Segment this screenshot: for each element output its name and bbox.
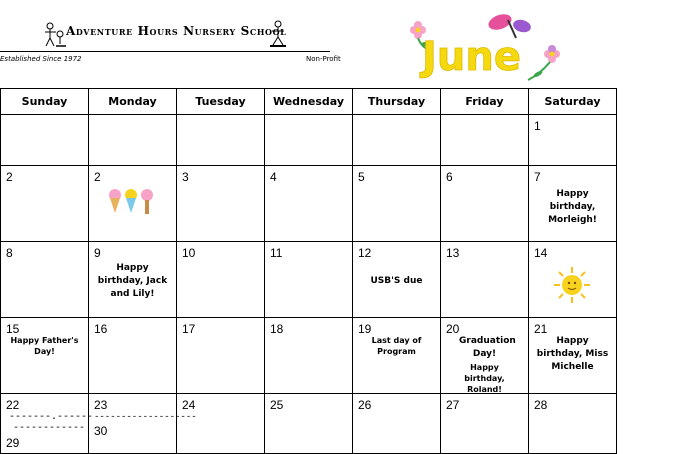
dash-line: ------------ (13, 423, 86, 434)
day-cell (1, 166, 89, 242)
day-cell (353, 394, 441, 454)
week-row (1, 394, 617, 454)
week-row (1, 318, 617, 394)
empty-day-cell (89, 115, 177, 166)
day-cell (265, 318, 353, 394)
ice-cream-icon (105, 186, 157, 216)
event-note: Happy birthday, Morleigh! (548, 189, 597, 225)
day-cell (89, 166, 177, 242)
day-cell (177, 242, 265, 318)
day-cell (89, 318, 177, 394)
day-number: 16 (94, 322, 108, 336)
weekday-header: Wednesday (265, 89, 353, 115)
children-logo-right-icon (266, 18, 290, 48)
day-number: 4 (270, 170, 277, 184)
day-number: 1 (534, 119, 541, 133)
weekday-header: Monday (89, 89, 177, 115)
month-title: June (422, 34, 521, 80)
day-cell (529, 318, 617, 394)
weekday-header: Tuesday (177, 89, 265, 115)
day-number: 29 (6, 436, 20, 450)
day-number: 20 (446, 322, 460, 336)
week-row (1, 242, 617, 318)
event-note: Happy birthday, Roland! (464, 363, 505, 394)
sun-icon (553, 266, 591, 304)
dash-line: -------.------ (9, 412, 94, 423)
day-cell (265, 166, 353, 242)
day-number: 24 (182, 398, 196, 412)
empty-day-cell (441, 115, 529, 166)
day-cell (177, 166, 265, 242)
day-number: 27 (446, 398, 460, 412)
day-number: 5 (358, 170, 365, 184)
day-number: 12 (358, 246, 372, 260)
weekday-header: Sunday (1, 89, 89, 115)
day-number: 26 (358, 398, 372, 412)
day-cell (265, 394, 353, 454)
day-cell (529, 242, 617, 318)
event-note: Happy birthday, Miss Michelle (536, 336, 609, 372)
day-number: 18 (270, 322, 284, 336)
day-cell (441, 166, 529, 242)
day-cell (89, 242, 177, 318)
day-cell (1, 318, 89, 394)
day-cell (177, 318, 265, 394)
day-cell (177, 394, 265, 454)
day-cell (353, 166, 441, 242)
day-cell (353, 318, 441, 394)
day-number: 7 (534, 170, 541, 184)
day-cell (529, 166, 617, 242)
flower-right-icon (528, 45, 560, 80)
day-number: 19 (358, 322, 372, 336)
day-cell (1, 394, 94, 454)
day-number: 14 (534, 246, 548, 260)
day-number: 17 (182, 322, 196, 336)
day-cell (265, 242, 353, 318)
day-number: 25 (270, 398, 284, 412)
day-number: 30 (94, 424, 108, 438)
event-note: Last day of Program (371, 336, 422, 356)
day-number: 21 (534, 322, 548, 336)
day-number: 9 (94, 246, 101, 260)
day-number: 28 (534, 398, 548, 412)
calendar-grid (0, 88, 617, 454)
june-title-art (400, 8, 570, 88)
children-logo-left-icon (42, 18, 68, 48)
empty-day-cell (177, 115, 265, 166)
day-number: 22 (6, 398, 20, 412)
nonprofit-text: Non-Profit (306, 55, 341, 63)
empty-day-cell (265, 115, 353, 166)
week-row (1, 115, 617, 166)
empty-day-cell (1, 115, 89, 166)
week-row (1, 166, 617, 242)
weekday-header: Thursday (353, 89, 441, 115)
day-cell (529, 394, 617, 454)
dash-line: ------------------- (94, 412, 197, 422)
day-cell (529, 115, 617, 166)
weekday-header-row (1, 89, 617, 115)
event-note: Happy birthday, Jack and Lily! (97, 263, 168, 299)
day-number: 8 (6, 246, 13, 260)
page-header (0, 0, 685, 88)
day-number: 13 (446, 246, 460, 260)
weekday-header: Saturday (529, 89, 617, 115)
weekday-header: Friday (441, 89, 529, 115)
day-number: 10 (182, 246, 196, 260)
day-number: 2 (6, 170, 13, 184)
day-cell (353, 242, 441, 318)
day-cell (1, 242, 89, 318)
day-number: 6 (446, 170, 453, 184)
day-number: 2 (94, 170, 101, 184)
day-number: 3 (182, 170, 189, 184)
event-note: Graduation Day! (459, 336, 516, 359)
day-cell (441, 242, 529, 318)
event-note: Happy Father's Day! (10, 336, 79, 356)
day-number: 15 (6, 322, 20, 336)
day-number: 11 (270, 246, 283, 260)
established-text: Established Since 1972 (0, 55, 82, 63)
event-note: USB'S due (370, 276, 423, 286)
day-cell (441, 318, 529, 394)
empty-day-cell (353, 115, 441, 166)
day-number: 23 (94, 398, 108, 412)
day-cell (441, 394, 529, 454)
school-name: Adventure Hours Nursery School (66, 24, 287, 38)
header-divider (0, 51, 330, 52)
